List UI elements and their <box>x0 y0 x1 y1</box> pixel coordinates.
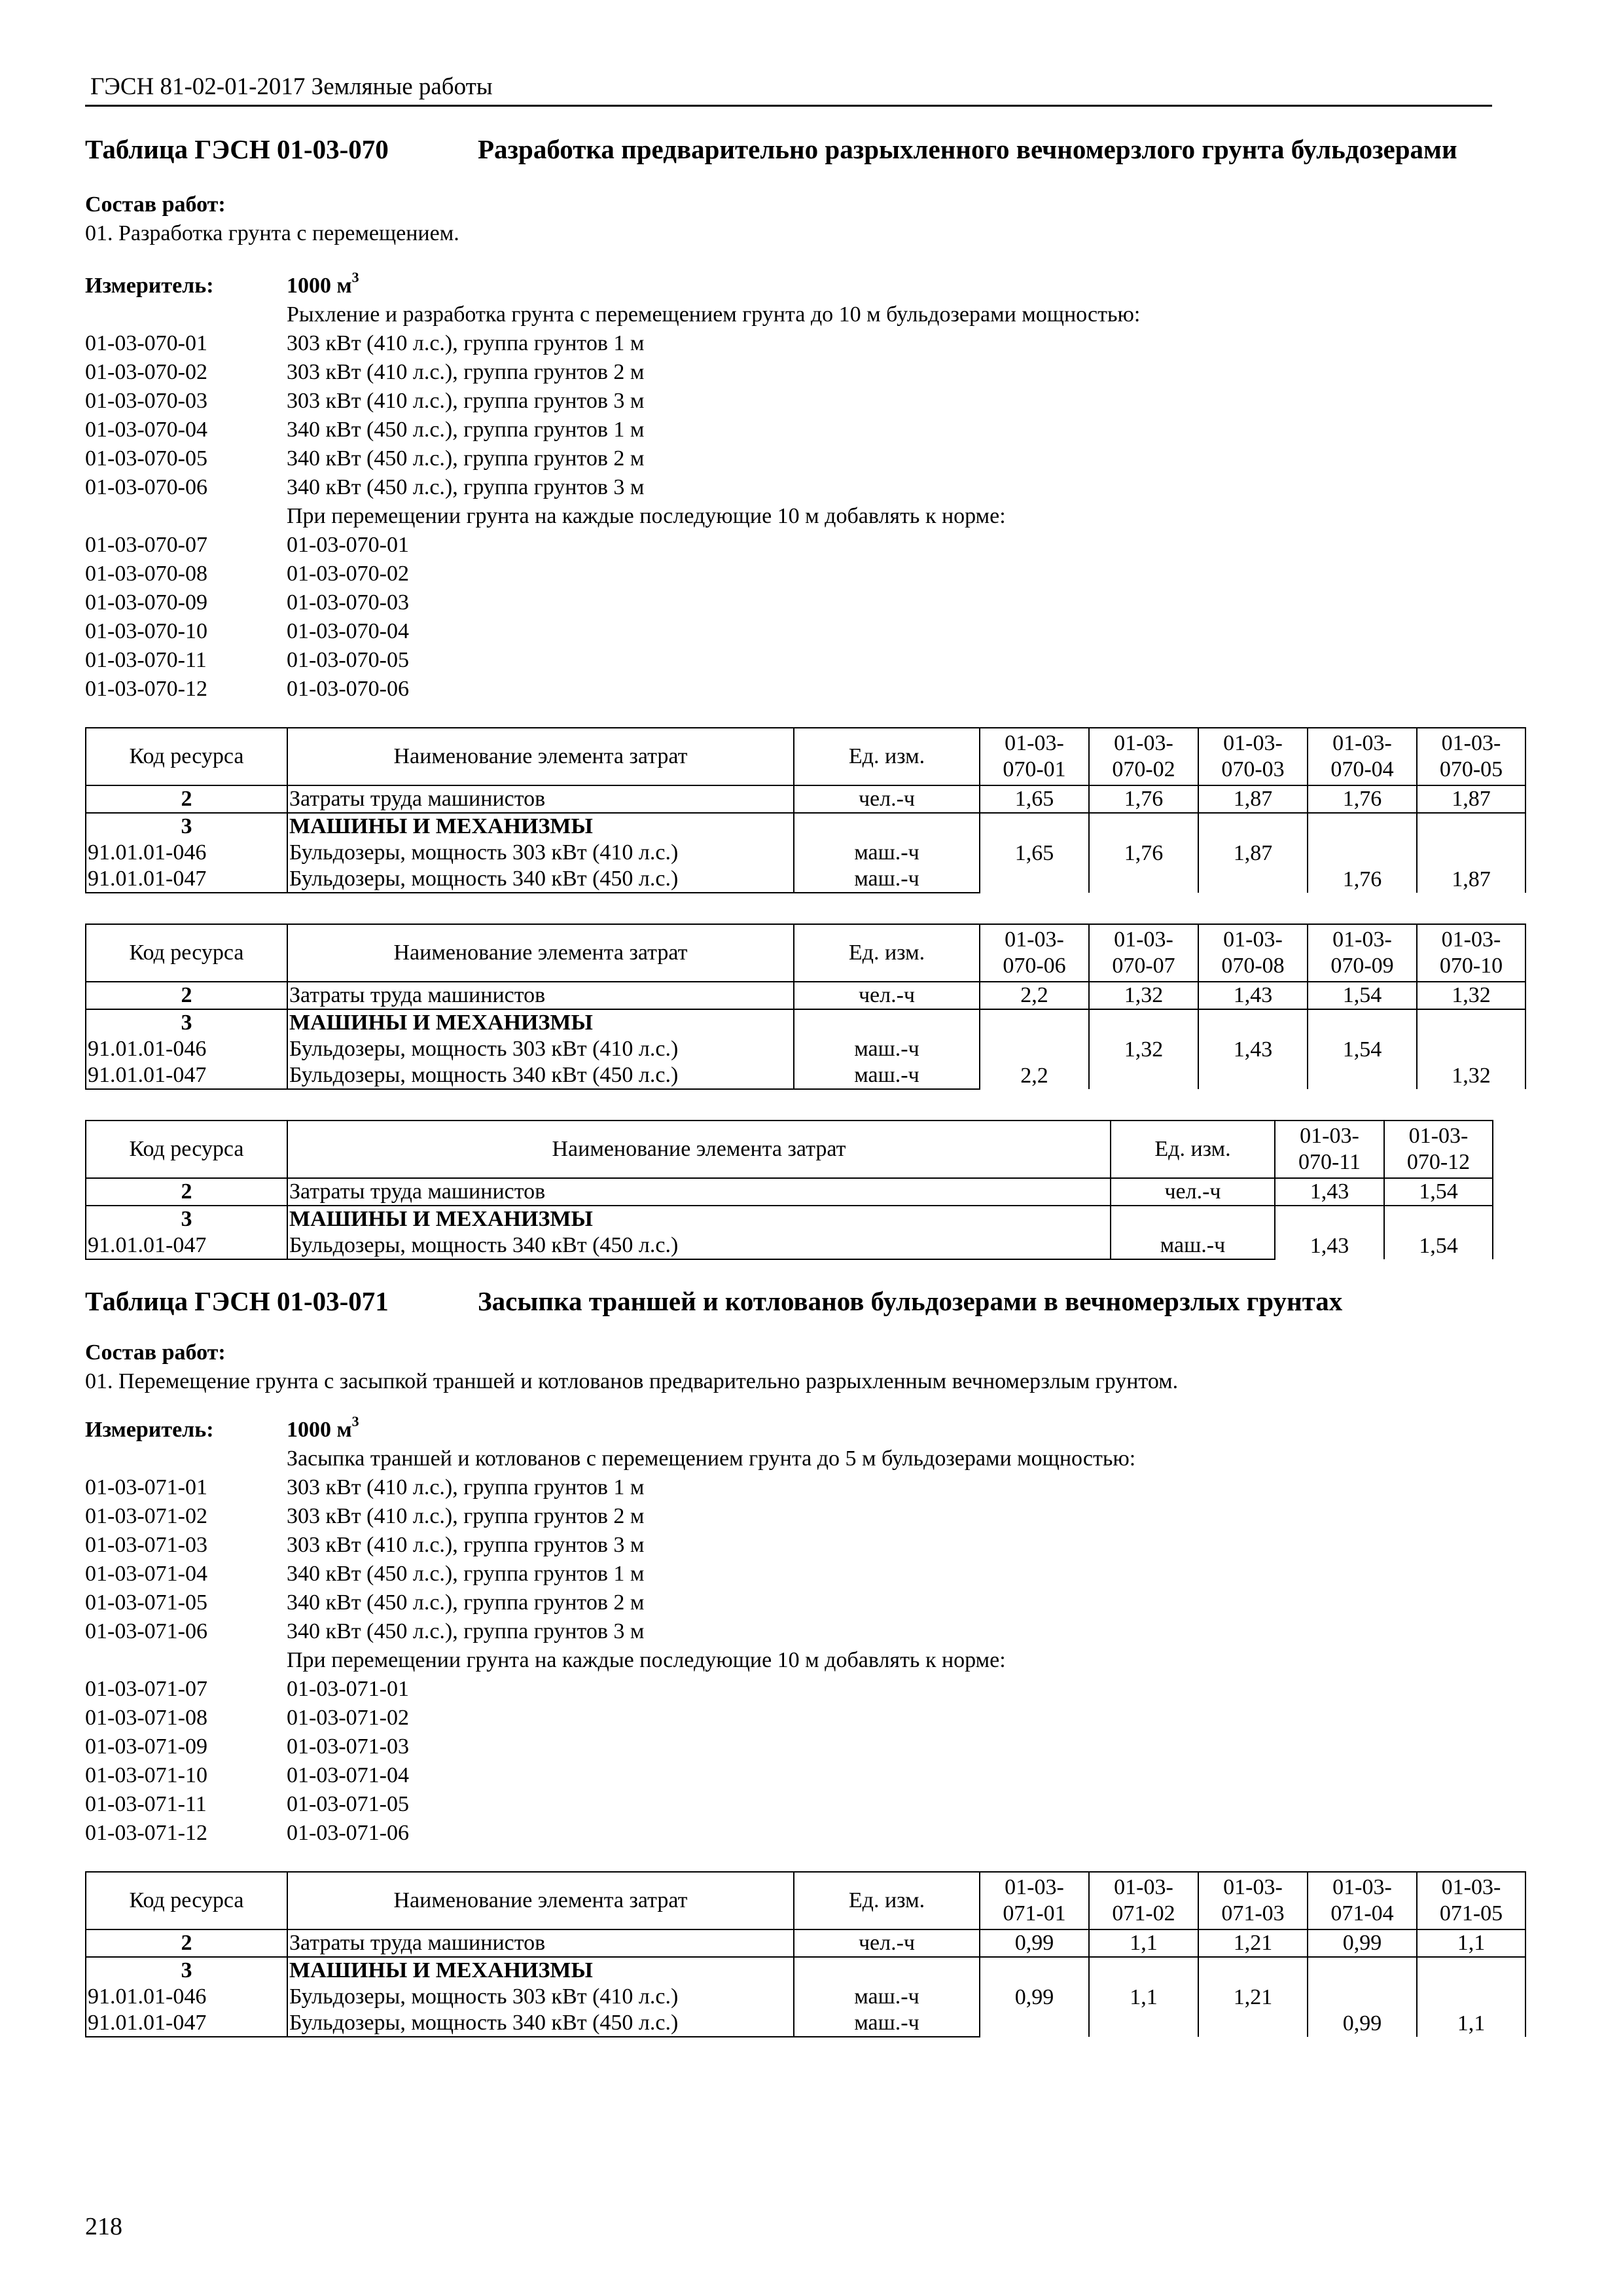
table-row: 2 Затраты труда машинистов чел.-ч 0,99 1,1 1,21 0,99 1,1 <box>86 1929 1525 1957</box>
header-norm-col: 01-03- 070-11 <box>1275 1121 1384 1178</box>
norm-item: 01-03-070-03 303 кВт (410 л.с.), группа грунтов 3 м <box>85 389 645 413</box>
extra-norm-item: 01-03-071-09 01-03-071-03 <box>85 1734 409 1759</box>
extra-norm-item: 01-03-070-12 01-03-070-06 <box>85 677 409 701</box>
items-intro: Засыпка траншей и котлованов с перемещением грунта до 5 м бульдозерами мощностью: <box>287 1446 1136 1471</box>
header-norm-col: 01-03- 070-06 <box>980 924 1089 982</box>
table-header-row <box>86 728 1525 785</box>
items-intro: Рыхление и разработка грунта с перемещением грунта до 10 м бульдозерами мощностью: <box>287 302 1141 327</box>
resource-table-2 <box>85 924 1526 1090</box>
norm-list <box>85 1473 1492 1646</box>
header-name: Наименование элемента затрат <box>287 1121 1111 1178</box>
composition-item: 01. Разработка грунта с перемещением. <box>85 221 459 245</box>
meter-value: 1000 $м^3$ <box>287 1412 359 1442</box>
extra-intro-row <box>85 1646 1492 1675</box>
norm-item: 01-03-071-06 340 кВт (450 л.с.), группа грунтов 3 м <box>85 1619 645 1643</box>
extra-norm-item: 01-03-071-08 01-03-071-02 <box>85 1706 409 1730</box>
norm-item: 01-03-070-01 303 кВт (410 л.с.), группа грунтов 1 м <box>85 331 645 355</box>
extra-norm-item: 01-03-070-07 01-03-070-01 <box>85 533 409 557</box>
extra-norm-item: 01-03-071-12 01-03-071-06 <box>85 1821 409 1845</box>
document-page <box>85 72 1503 2037</box>
header-norm-col: 01-03- 070-03 <box>1198 728 1308 785</box>
extra-intro: При перемещении грунта на каждые последующие 10 м добавлять к норме: <box>287 1648 1006 1672</box>
meter-value: 1000 $м^3$ <box>287 268 359 298</box>
table-title: Засыпка траншей и котлованов бульдозерами в вечномерзлых грунтах <box>478 1286 1343 1316</box>
extra-norm-item: 01-03-070-11 01-03-070-05 <box>85 648 409 672</box>
table-row: 91.01.01-047 Бульдозеры, мощность 340 кВт (450 л.с.) маш.-ч <box>86 2010 1525 2037</box>
header-unit: Ед. изм. <box>794 1872 980 1929</box>
header-norm-col: 01-03- 070-08 <box>1198 924 1308 982</box>
norm-item: 01-03-071-05 340 кВт (450 л.с.), группа грунтов 2 м <box>85 1590 645 1615</box>
extra-norm-item: 01-03-070-09 01-03-070-03 <box>85 590 409 615</box>
header-code: Код ресурса <box>86 924 287 982</box>
extra-intro: При перемещении грунта на каждые последующие 10 м добавлять к норме: <box>287 504 1006 528</box>
composition-item: 01. Перемещение грунта с засыпкой траншей и котлованов предварительно разрыхленным вечномерзлым грунтом. <box>85 1369 1179 1393</box>
extra-norm-list <box>85 531 1492 704</box>
table-row: 91.01.01-046 Бульдозеры, мощность 303 кВт (410 л.с.) маш.-ч <box>86 1984 1525 2010</box>
header-norm-col: 01-03- 070-07 <box>1089 924 1198 982</box>
extra-intro-row <box>85 502 1492 531</box>
header-unit: Ед. изм. <box>794 924 980 982</box>
header-norm-col: 01-03- 071-01 <box>980 1872 1089 1929</box>
table-header-row <box>86 1121 1493 1178</box>
running-header: ГЭСН 81-02-01-2017 Земляные работы <box>85 72 1492 107</box>
meter-label: Измеритель: <box>85 1418 214 1442</box>
resource-table-3 <box>85 1120 1493 1260</box>
header-code: Код ресурса <box>86 728 287 785</box>
extra-norm-list <box>85 1675 1492 1848</box>
composition-label: Состав работ: <box>85 192 226 217</box>
header-norm-col: 01-03- 071-04 <box>1308 1872 1417 1929</box>
section-title-071 <box>85 1283 1492 1319</box>
meter-label: Измеритель: <box>85 274 214 298</box>
norm-item: 01-03-070-05 340 кВт (450 л.с.), группа грунтов 2 м <box>85 446 645 471</box>
header-norm-col: 01-03- 071-02 <box>1089 1872 1198 1929</box>
table-row: 3 МАШИНЫ И МЕХАНИЗМЫ 2,2 1,32 1,43 1,54 1,32 <box>86 1009 1525 1036</box>
items-intro-row <box>85 300 1492 329</box>
table-row: 91.01.01-046 Бульдозеры, мощность 303 кВт (410 л.с.) маш.-ч <box>86 1036 1525 1062</box>
extra-norm-item: 01-03-071-07 01-03-071-01 <box>85 1677 409 1701</box>
table-row: 91.01.01-046 Бульдозеры, мощность 303 кВт (410 л.с.) маш.-ч <box>86 840 1525 866</box>
extra-norm-item: 01-03-071-10 01-03-071-04 <box>85 1763 409 1787</box>
header-code: Код ресурса <box>86 1872 287 1929</box>
table-row: 2 Затраты труда машинистов чел.-ч 2,2 1,32 1,43 1,54 1,32 <box>86 982 1525 1009</box>
header-norm-col: 01-03- 070-09 <box>1308 924 1417 982</box>
resource-table-4 <box>85 1871 1526 2037</box>
page-number: 218 <box>85 2213 122 2240</box>
header-norm-col: 01-03- 070-01 <box>980 728 1089 785</box>
norm-item: 01-03-071-03 303 кВт (410 л.с.), группа грунтов 3 м <box>85 1533 645 1557</box>
norm-item: 01-03-070-04 340 кВт (450 л.с.), группа грунтов 1 м <box>85 418 645 442</box>
table-title: Разработка предварительно разрыхленного вечномерзлого грунта бульдозерами <box>478 134 1457 164</box>
header-unit: Ед. изм. <box>794 728 980 785</box>
norm-list <box>85 329 1492 502</box>
table-number: Таблица ГЭСН 01-03-071 <box>85 1286 389 1316</box>
table-header-row <box>86 924 1525 982</box>
header-name: Наименование элемента затрат <box>287 728 794 785</box>
resource-table-1 <box>85 727 1526 893</box>
meter-row <box>85 1412 1492 1444</box>
extra-norm-item: 01-03-071-11 01-03-071-05 <box>85 1792 409 1816</box>
table-row: 91.01.01-047 Бульдозеры, мощность 340 кВт (450 л.с.) маш.-ч <box>86 1062 1525 1089</box>
table-row: 91.01.01-047 Бульдозеры, мощность 340 кВт (450 л.с.) маш.-ч <box>86 866 1525 893</box>
table-number: Таблица ГЭСН 01-03-070 <box>85 134 389 164</box>
table-row: 3 МАШИНЫ И МЕХАНИЗМЫ 1,65 1,76 1,87 1,76 1,87 <box>86 813 1525 840</box>
table-row: 91.01.01-047 Бульдозеры, мощность 340 кВт (450 л.с.) маш.-ч <box>86 1232 1493 1259</box>
header-norm-col: 01-03- 070-05 <box>1417 728 1525 785</box>
extra-norm-item: 01-03-070-10 01-03-070-04 <box>85 619 409 643</box>
header-norm-col: 01-03- 071-03 <box>1198 1872 1308 1929</box>
table-row: 2 Затраты труда машинистов чел.-ч 1,43 1,54 <box>86 1178 1493 1206</box>
items-intro-row <box>85 1444 1492 1473</box>
table-row: 3 МАШИНЫ И МЕХАНИЗМЫ 0,99 1,1 1,21 0,99 1,1 <box>86 1957 1525 1984</box>
header-unit: Ед. изм. <box>1111 1121 1275 1178</box>
norm-item: 01-03-070-06 340 кВт (450 л.с.), группа грунтов 3 м <box>85 475 645 499</box>
header-norm-col: 01-03- 071-05 <box>1417 1872 1525 1929</box>
header-norm-col: 01-03- 070-04 <box>1308 728 1417 785</box>
table-row: 3 МАШИНЫ И МЕХАНИЗМЫ 1,43 1,54 <box>86 1206 1493 1232</box>
meter-row <box>85 268 1492 300</box>
header-code: Код ресурса <box>86 1121 287 1178</box>
header-name: Наименование элемента затрат <box>287 924 794 982</box>
norm-item: 01-03-070-02 303 кВт (410 л.с.), группа грунтов 2 м <box>85 360 645 384</box>
composition-label: Состав работ: <box>85 1340 226 1365</box>
table-header-row <box>86 1872 1525 1929</box>
norm-item: 01-03-071-02 303 кВт (410 л.с.), группа грунтов 2 м <box>85 1504 645 1528</box>
header-norm-col: 01-03- 070-12 <box>1384 1121 1493 1178</box>
header-norm-col: 01-03- 070-10 <box>1417 924 1525 982</box>
norm-item: 01-03-071-01 303 кВт (410 л.с.), группа грунтов 1 м <box>85 1475 645 1499</box>
header-name: Наименование элемента затрат <box>287 1872 794 1929</box>
norm-item: 01-03-071-04 340 кВт (450 л.с.), группа грунтов 1 м <box>85 1562 645 1586</box>
extra-norm-item: 01-03-070-08 01-03-070-02 <box>85 562 409 586</box>
table-row: 2 Затраты труда машинистов чел.-ч 1,65 1,76 1,87 1,76 1,87 <box>86 785 1525 813</box>
section-title-070 <box>85 132 1492 167</box>
header-norm-col: 01-03- 070-02 <box>1089 728 1198 785</box>
